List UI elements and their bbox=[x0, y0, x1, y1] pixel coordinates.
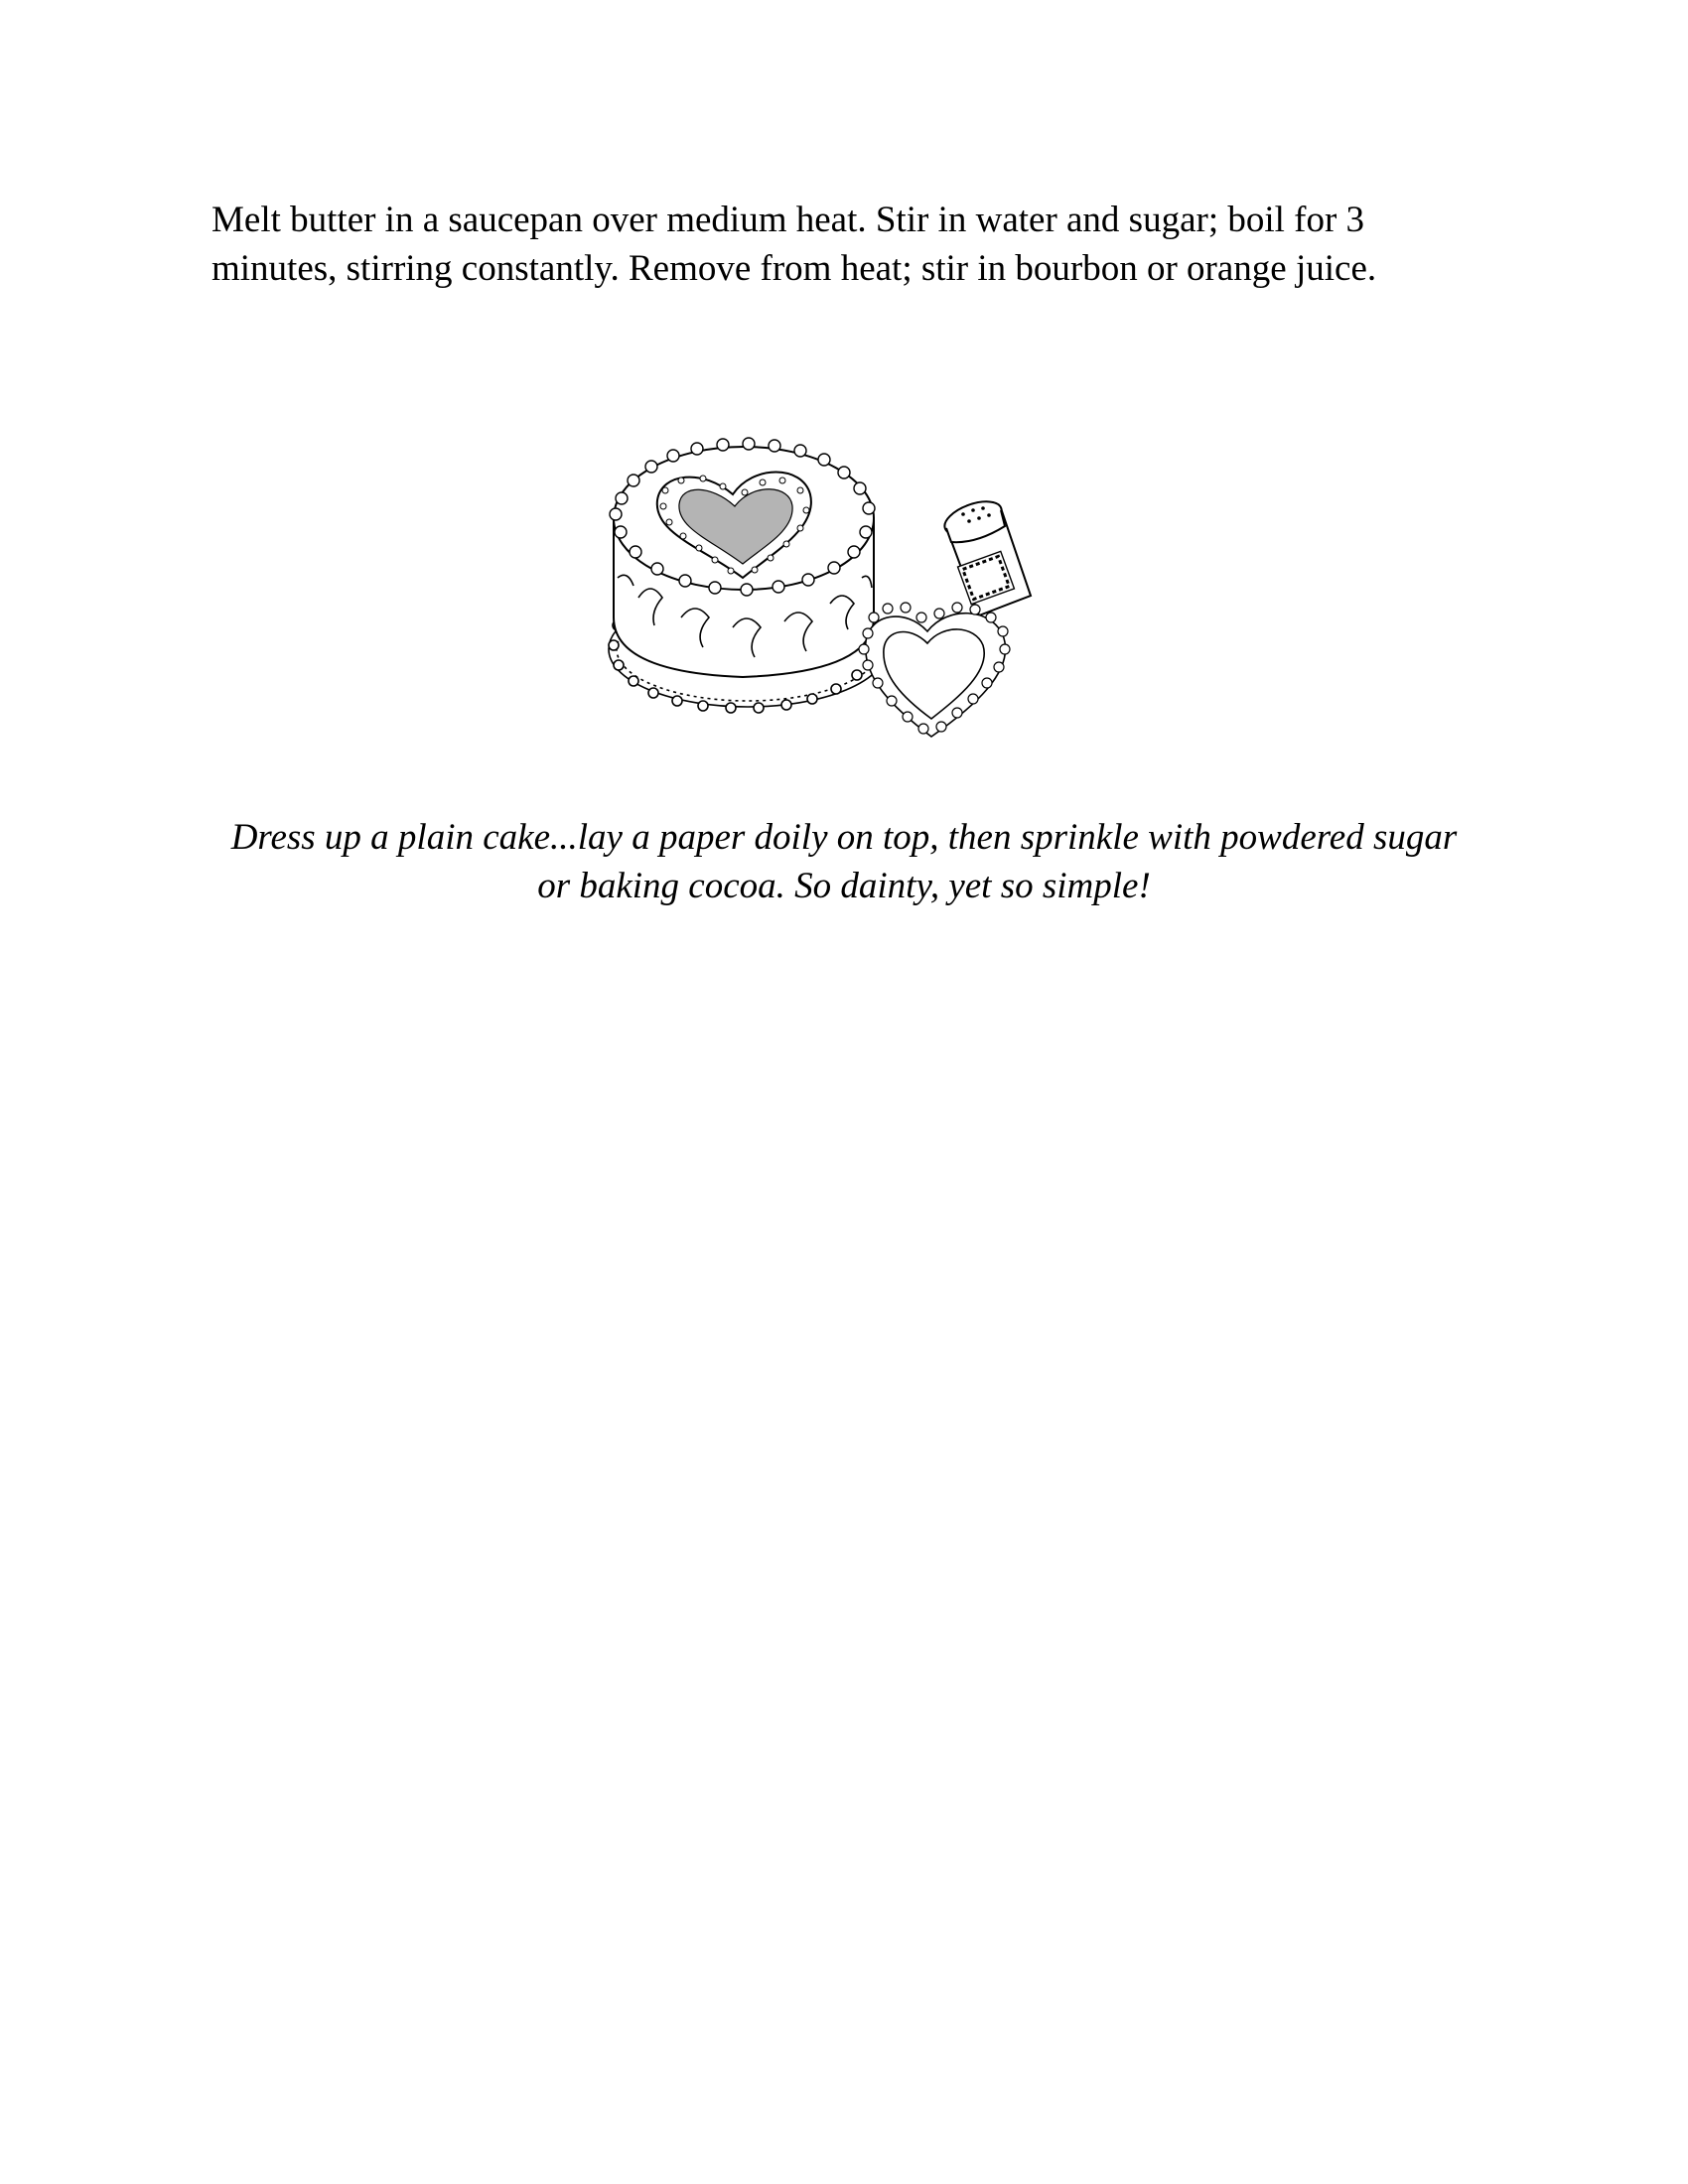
recipe-instructions: Melt butter in a saucepan over medium heat. Stir in water and sugar; boil for 3 minutes, stirring constantly. Remove from heat; stir in bourbon or orange juice. bbox=[211, 200, 1377, 289]
sugar-shaker-icon bbox=[940, 495, 1031, 615]
heart-doily-icon bbox=[859, 603, 1010, 737]
cake-decorating-tip: Dress up a plain cake...lay a paper doily on top, then sprinkle with powdered sugar or baking cocoa. So dainty, yet so simple! bbox=[230, 817, 1458, 906]
cake-illustration-icon bbox=[594, 429, 1060, 747]
